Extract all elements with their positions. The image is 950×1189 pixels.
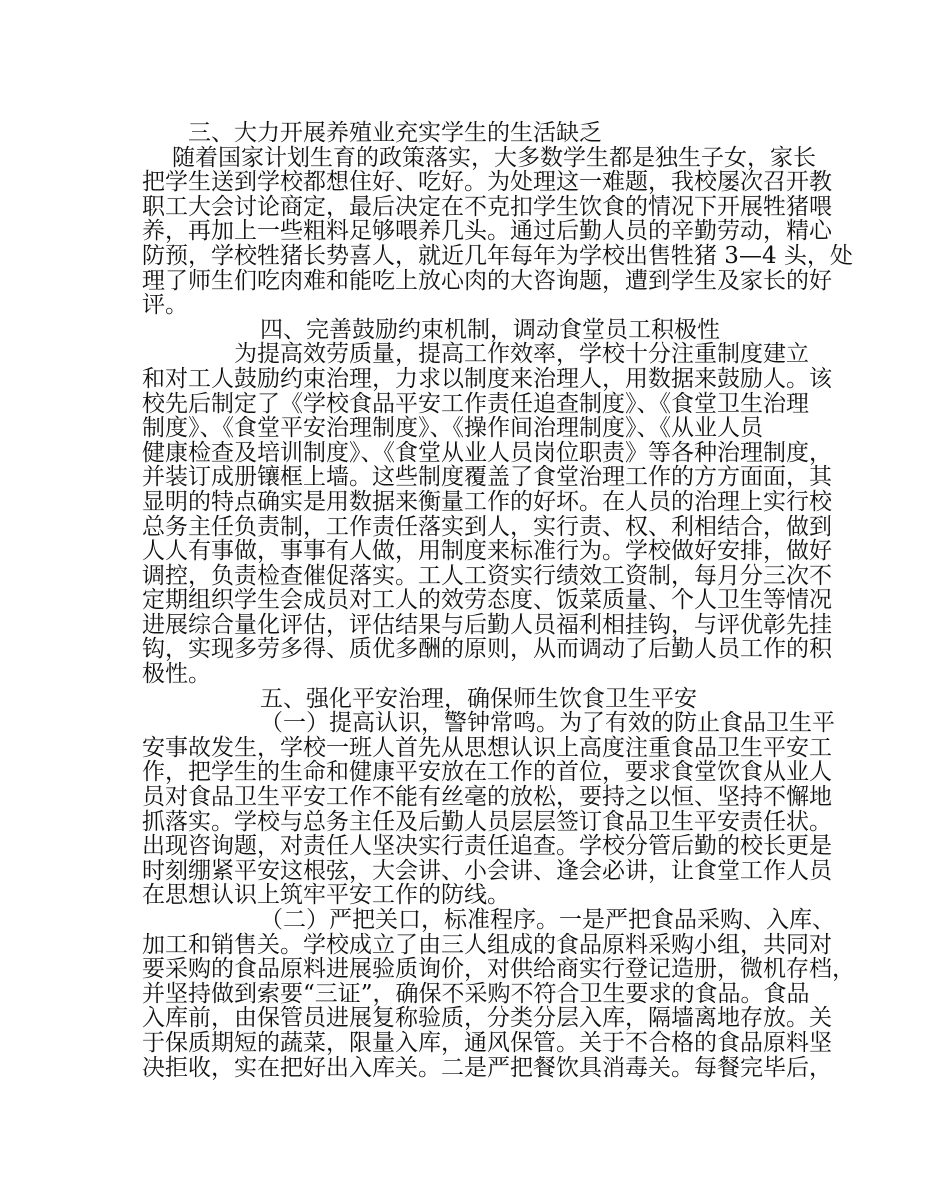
document-body (142, 120, 855, 1081)
paragraph-line: 养，再加上一些粗料足够喂养几头。通过后勤人员的辛勤劳动，精心 (142, 218, 832, 245)
paragraph-line: 加工和销售关。学校成立了由三人组成的食品原料采购小组，共同对 (142, 931, 832, 958)
paragraph-line: 极性。 (142, 661, 211, 688)
paragraph-line: 显明的特点确实是用数据来衡量工作的好坏。在人员的治理上实行校 (142, 488, 832, 515)
paragraph-line: 并坚持做到索要“三证”，确保不采购不符合卫生要求的食品。食品 (142, 980, 810, 1007)
section-heading-3: 三、大力开展养殖业充实学生的生活缺乏 (188, 120, 602, 146)
paragraph-line: 定期组织学生会成员对工人的效劳态度、饭菜质量、个人卫生等情况 (142, 587, 832, 614)
paragraph-line: 为提高效劳质量，提高工作效率，学校十分注重制度建立 (234, 341, 809, 368)
paragraph-line: 并装订成册镶框上墙。这些制度覆盖了食堂治理工作的方方面面，其 (142, 464, 832, 491)
paragraph-line: 入库前，由保管员进展复称验质，分类分层入库，隔墙离地存放。关 (142, 1005, 832, 1032)
paragraph-line: 评。 (142, 292, 188, 319)
paragraph-line: 要采购的食品原料进展验质询价，对供给商实行登记造册，微机存档， (142, 956, 855, 983)
paragraph-line: 钩，实现多劳多得、质优多酬的原则，从而调动了后勤人员工作的积 (142, 636, 832, 663)
paragraph-line: 调控，负责检查催促落实。工人工资实行绩效工资制，每月分三次不 (142, 562, 832, 589)
paragraph-line: （一）提高认识，警钟常鸣。为了有效的防止食品卫生平 (260, 710, 835, 737)
paragraph-line: 安事故发生，学校一班人首先从思想认识上高度注重食品卫生平安工 (142, 734, 832, 761)
paragraph-line: 作，把学生的生命和健康平安放在工作的首位，要求食堂饮食从业人 (142, 759, 832, 786)
paragraph-line: （二）严把关口，标准程序。一是严把食品采购、入库、 (260, 907, 835, 933)
paragraph-line: 随着国家计划生育的政策落实，大多数学生都是独生子女，家长 (172, 144, 816, 171)
paragraph-line: 时刻绷紧平安这根弦，大会讲、小会讲、逢会必讲，让食堂工作人员 (142, 857, 832, 884)
paragraph-line: 制度》、《食堂平安治理制度》、《操作间治理制度》、《从业人员 (142, 415, 763, 442)
paragraph-line: 职工大会讨论商定，最后决定在不克扣学生饮食的情况下开展牲猪喂 (142, 193, 832, 220)
paragraph-line: 在思想认识上筑牢平安工作的防线。 (142, 882, 510, 909)
paragraph-line: 进展综合量化评估，评估结果与后勤人员福利相挂钩，与评优彰先挂 (142, 611, 832, 638)
paragraph-line: 员对食品卫生平安工作不能有丝毫的放松，要持之以恒、坚持不懈地 (142, 784, 832, 811)
section-heading-5: 五、强化平安治理，确保师生饮食卫生平安 (260, 685, 697, 712)
paragraph-line: 决拒收，实在把好出入库关。二是严把餐饮具消毒关。每餐完毕后， (142, 1054, 832, 1081)
paragraph-line: 抓落实。学校与总务主任及后勤人员层层签订食品卫生平安责任状。 (142, 808, 832, 835)
paragraph-line: 理了师生们吃肉难和能吃上放心肉的大咨询题，遭到学生及家长的好 (142, 267, 832, 294)
paragraph-line: 总务主任负责制，工作责任落实到人，实行责、权、利相结合，做到 (142, 513, 832, 540)
paragraph-line: 把学生送到学校都想住好、吃好。为处理这一难题，我校屡次召开教 (142, 169, 832, 196)
paragraph-line: 防预，学校牲猪长势喜人，就近几年每年为学校出售牲猪 3—4 头，处 (142, 242, 853, 269)
paragraph-line: 校先后制定了《学校食品平安工作责任追查制度》、《食堂卫生治理 (142, 390, 809, 417)
paragraph-line: 健康检查及培训制度》、《食堂从业人员岗位职责》等各种治理制度， (142, 439, 832, 466)
paragraph-line: 和对工人鼓励约束治理，力求以制度来治理人，用数据来鼓励人。该 (142, 365, 832, 392)
section-heading-4: 四、完善鼓励约束机制，调动食堂员工积极性 (260, 316, 720, 343)
paragraph-line: 出现咨询题，对责任人坚决实行责任追查。学校分管后勤的校长更是 (142, 833, 832, 860)
paragraph-line: 于保质期短的蔬菜，限量入库，通风保管。关于不合格的食品原料坚 (142, 1029, 832, 1056)
paragraph-line: 人人有事做，事事有人做，用制度来标准行为。学校做好安排，做好 (142, 538, 832, 565)
